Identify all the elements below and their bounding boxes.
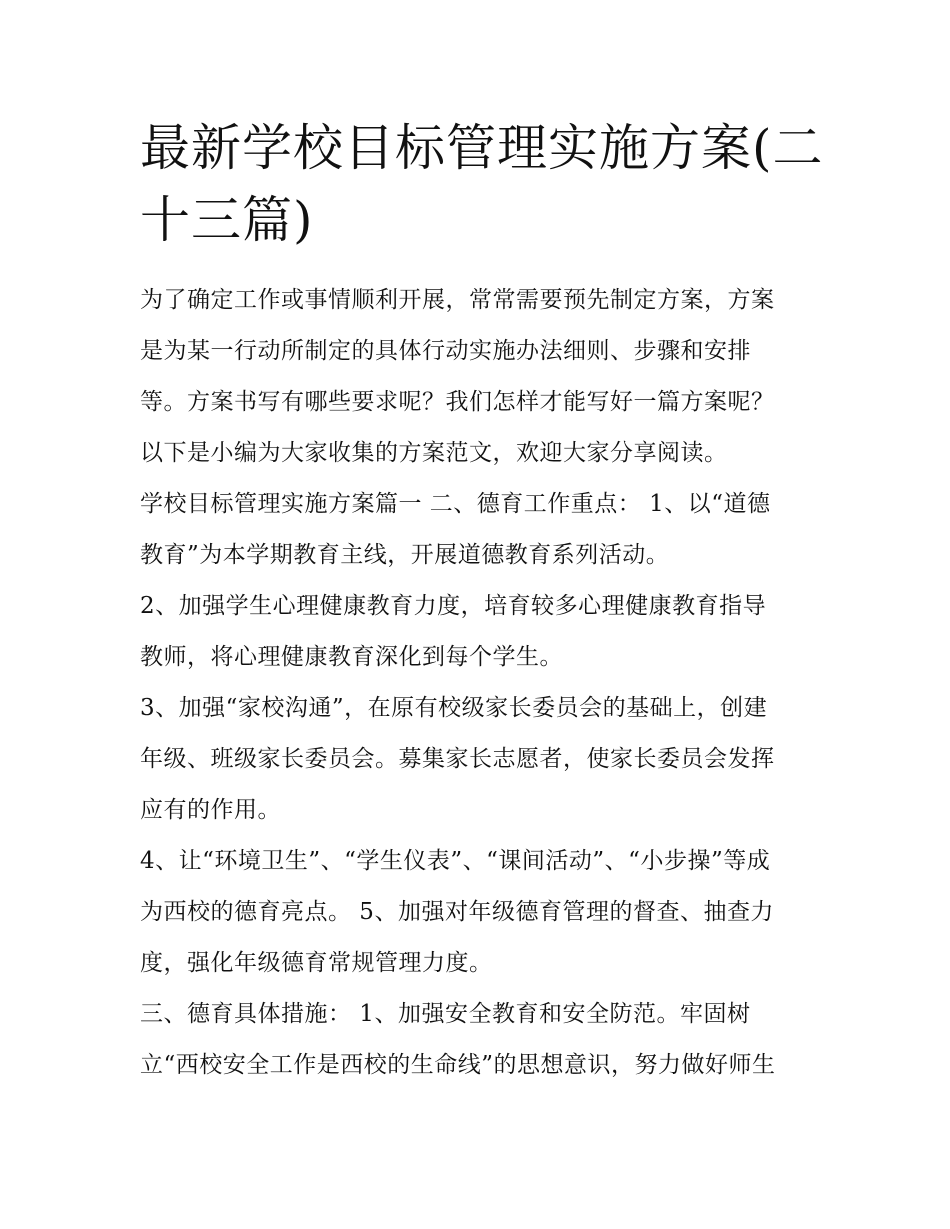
document-title	[140, 112, 824, 256]
body-line: 三、德育具体措施： 1、加强安全教育和安全防范。牢固树	[140, 1001, 751, 1027]
body-line: 度，强化年级德育常规管理力度。	[140, 950, 493, 976]
body-line: 等。方案书写有哪些要求呢？我们怎样才能写好一篇方案呢？	[140, 389, 775, 415]
title-line: 最新学校目标管理实施方案(二	[140, 119, 824, 177]
body-line: 为了确定工作或事情顺利开展，常常需要预先制定方案，方案	[140, 287, 775, 313]
body-line: 年级、班级家长委员会。募集家长志愿者，使家长委员会发挥	[140, 746, 775, 772]
body-line: 3、加强“家校沟通”，在原有校级家长委员会的基础上，创建	[140, 695, 768, 721]
body-line: 2、加强学生心理健康教育力度，培育较多心理健康教育指导	[140, 593, 767, 619]
title-line: 十三篇)	[140, 191, 314, 249]
body-line: 教育”为本学期教育主线，开展道德教育系列活动。	[140, 542, 670, 568]
document-body	[140, 278, 830, 1094]
body-line: 以下是小编为大家收集的方案范文，欢迎大家分享阅读。	[140, 440, 728, 466]
body-line: 立“西校安全工作是西校的生命线”的思想意识，努力做好师生	[140, 1052, 776, 1078]
body-line: 学校目标管理实施方案篇一 二、德育工作重点： 1、以“道德	[140, 491, 771, 517]
body-line: 教师，将心理健康教育深化到每个学生。	[140, 644, 563, 670]
body-line: 应有的作用。	[140, 797, 281, 823]
body-line: 是为某一行动所制定的具体行动实施办法细则、步骤和安排	[140, 338, 751, 364]
body-line: 为西校的德育亮点。 5、加强对年级德育管理的督查、抽查力	[140, 899, 774, 925]
body-line: 4、让“环境卫生”、“学生仪表”、“课间活动”、“小步操”等成	[140, 848, 771, 874]
